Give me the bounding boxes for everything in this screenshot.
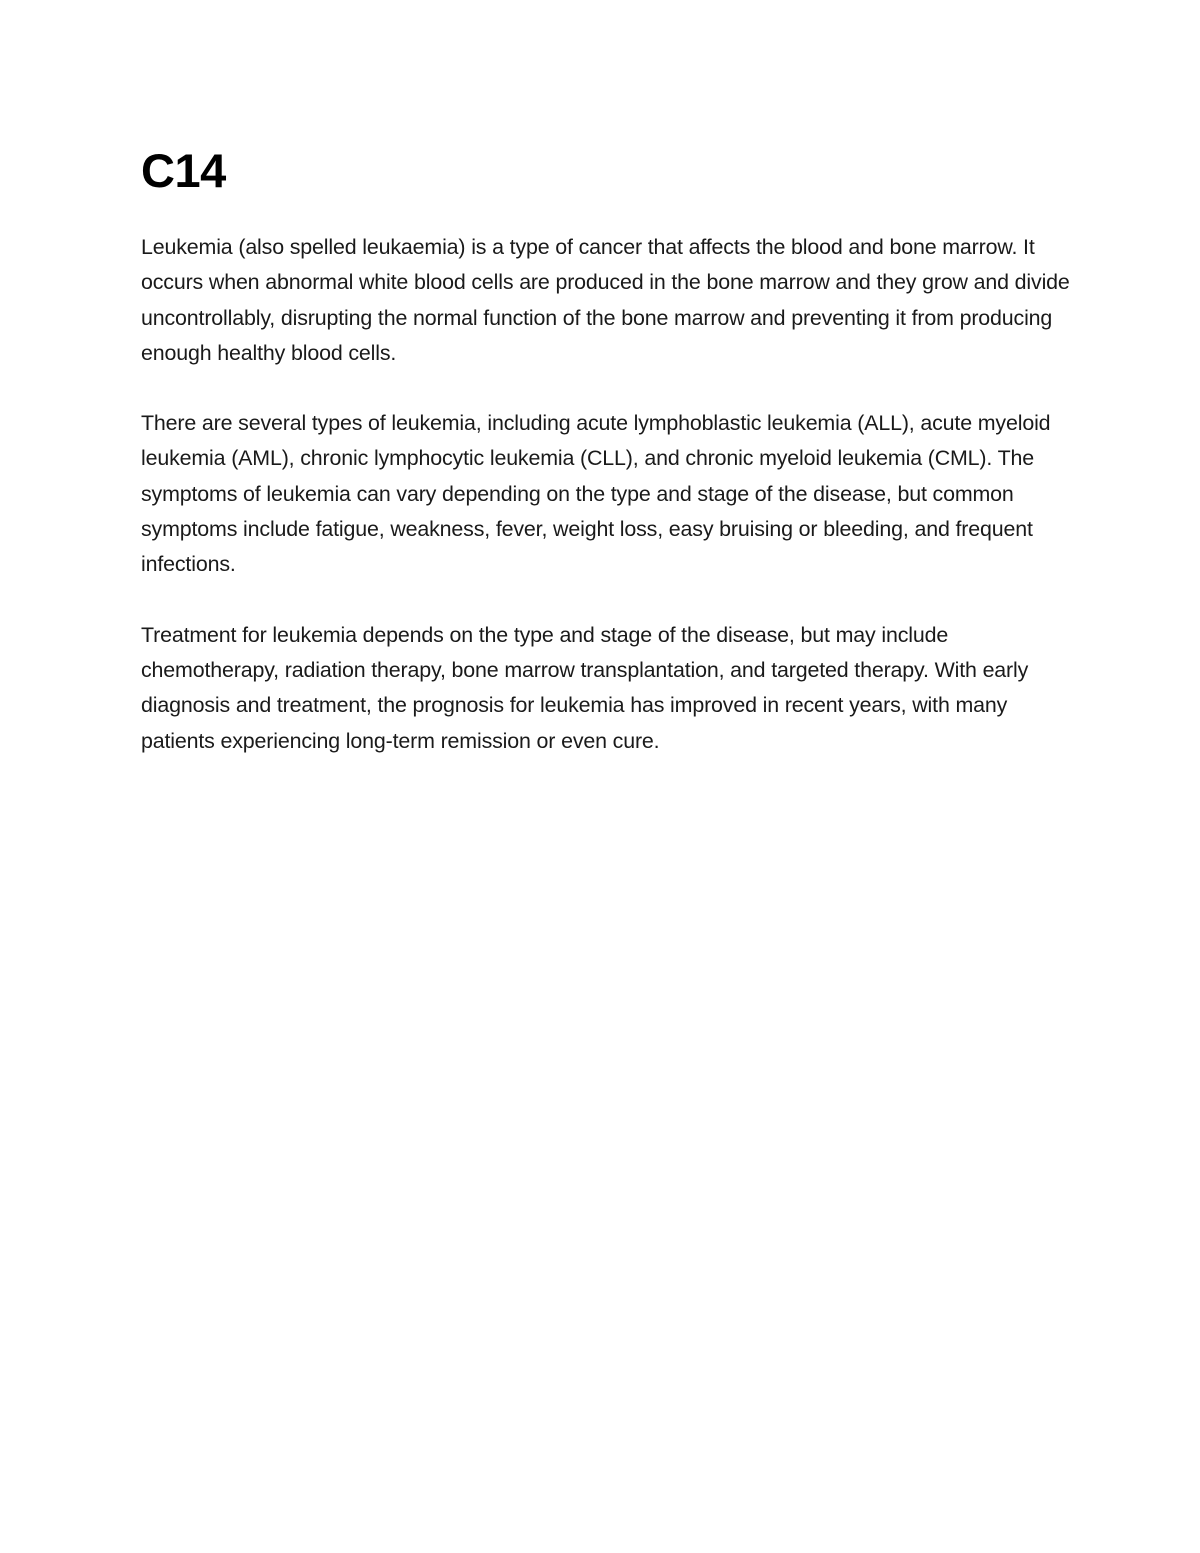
paragraph-definition: Leukemia (also spelled leukaemia) is a type of cancer that affects the blood and bone marrow. It occurs when abnormal white blood cells are produced in the bone marrow and they grow and divide uncontrollably, disrupting the normal function of the bone marrow and preventing it from producing enough healthy blood cells.	[141, 235, 1070, 365]
page-title: C14	[141, 144, 226, 197]
paragraph-treatment: Treatment for leukemia depends on the type and stage of the disease, but may include chemotherapy, radiation therapy, bone marrow transplantation, and targeted therapy. With early diagnosis and treatment, the prognosis for leukemia has improved in recent years, with many patients experiencing long-term remission or even cure.	[141, 622, 1029, 753]
document-body	[141, 230, 1071, 759]
paragraph-types-symptoms: There are several types of leukemia, including acute lymphoblastic leukemia (ALL), acute myeloid leukemia (AML), chronic lymphocytic leukemia (CLL), and chronic myeloid leukemia (CML). The symptoms of leukemia can vary depending on the type and stage of the disease, but common symptoms include fatigue, weakness, fever, weight loss, easy bruising or bleeding, and frequent infections.	[141, 411, 1051, 577]
document-content	[141, 140, 1071, 794]
